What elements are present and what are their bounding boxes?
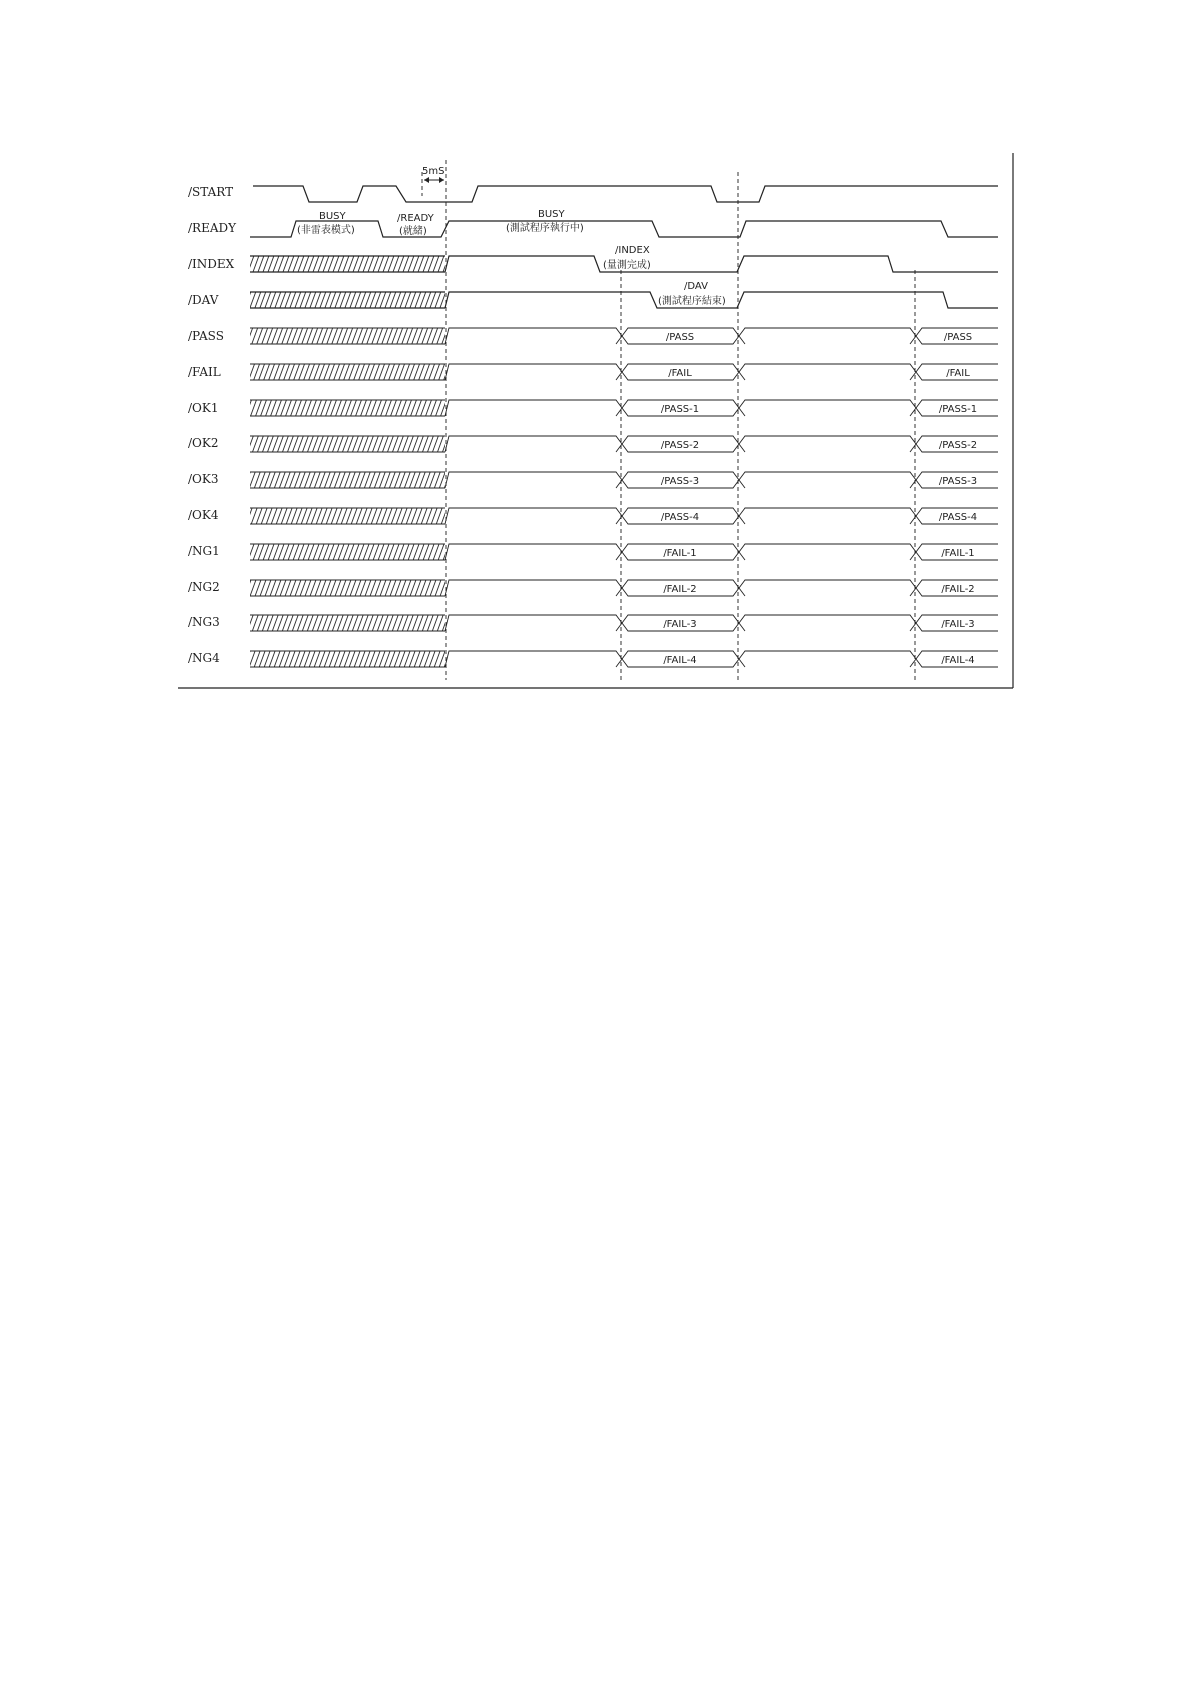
- ready-waveform: [250, 221, 998, 237]
- start-waveform: [253, 186, 998, 202]
- result-label-first: /PASS: [665, 332, 695, 343]
- signal-label: /INDEX: [188, 257, 235, 271]
- result-label-second: /FAIL-3: [941, 619, 975, 630]
- index-label-bottom: (量測完成): [603, 260, 651, 271]
- result-label-second: /PASS-4: [938, 512, 978, 523]
- dav-undefined-region: [250, 292, 445, 308]
- signal-label: /OK4: [188, 508, 219, 522]
- signal-label: /PASS: [188, 329, 224, 343]
- result-signal-row: [250, 544, 998, 560]
- result-label-first: /PASS-3: [660, 476, 700, 487]
- result-label-first: /PASS-2: [660, 440, 700, 451]
- undefined-region: [250, 580, 445, 596]
- undefined-region: [250, 364, 445, 380]
- ready-label-top: /READY: [397, 213, 434, 224]
- timing-arrow-head-right: [439, 177, 444, 183]
- result-signal-row: [250, 364, 998, 380]
- signal-label: /START: [188, 185, 234, 199]
- result-label-second: /FAIL-2: [941, 584, 975, 595]
- busy-idle-label-top: BUSY: [319, 211, 346, 222]
- result-label-first: /FAIL-4: [663, 655, 697, 666]
- undefined-region: [250, 615, 445, 631]
- signal-label: /FAIL: [188, 365, 221, 379]
- timing-arrow-head-left: [424, 177, 429, 183]
- busy-run-label-bottom: (測試程序執行中): [506, 223, 584, 234]
- result-signal-row: [250, 615, 998, 631]
- result-label-first: /PASS-4: [660, 512, 700, 523]
- result-signal-row: [250, 580, 998, 596]
- result-label-second: /PASS-3: [938, 476, 978, 487]
- result-label-first: /PASS-1: [660, 404, 700, 415]
- signal-label: /NG3: [188, 615, 220, 629]
- signal-label: /OK3: [188, 472, 219, 486]
- result-signal-row: [250, 400, 998, 416]
- undefined-region: [250, 328, 445, 344]
- result-label-second: /FAIL-4: [941, 655, 975, 666]
- signal-label: /READY: [188, 221, 237, 235]
- dav-label-bottom: (測試程序結束): [658, 296, 726, 307]
- undefined-region: [250, 651, 445, 667]
- result-label-second: /FAIL: [946, 368, 970, 379]
- result-label-second: /PASS-1: [938, 404, 978, 415]
- result-signal-row: [250, 508, 998, 524]
- signal-label: /OK1: [188, 401, 219, 415]
- result-label-first: /FAIL-1: [663, 548, 697, 559]
- undefined-region: [250, 508, 445, 524]
- undefined-region: [250, 472, 445, 488]
- result-label-second: /PASS: [943, 332, 973, 343]
- signal-label: /NG1: [188, 544, 220, 558]
- timing-label: 5mS: [422, 166, 445, 177]
- result-label-second: /FAIL-1: [941, 548, 975, 559]
- dav-label-top: /DAV: [684, 281, 708, 292]
- ready-label-bottom: (就緒): [399, 226, 427, 237]
- undefined-region: [250, 544, 445, 560]
- undefined-region: [250, 436, 445, 452]
- busy-idle-label-bottom: (非雷表模式): [297, 225, 355, 236]
- result-label-first: /FAIL-2: [663, 584, 697, 595]
- signal-label: /OK2: [188, 436, 219, 450]
- index-label-top: /INDEX: [615, 245, 650, 256]
- result-signal-row: [250, 472, 998, 488]
- result-label-second: /PASS-2: [938, 440, 978, 451]
- result-signal-row: [250, 436, 998, 452]
- result-signal-row: [250, 328, 998, 344]
- result-label-first: /FAIL-3: [663, 619, 697, 630]
- busy-run-label-top: BUSY: [538, 209, 565, 220]
- result-label-first: /FAIL: [668, 368, 692, 379]
- signal-label: /NG4: [188, 651, 220, 665]
- index-undefined-region: [250, 256, 445, 272]
- undefined-region: [250, 400, 445, 416]
- signal-label: /DAV: [188, 293, 219, 307]
- result-signal-row: [250, 651, 998, 667]
- signal-label: /NG2: [188, 580, 220, 594]
